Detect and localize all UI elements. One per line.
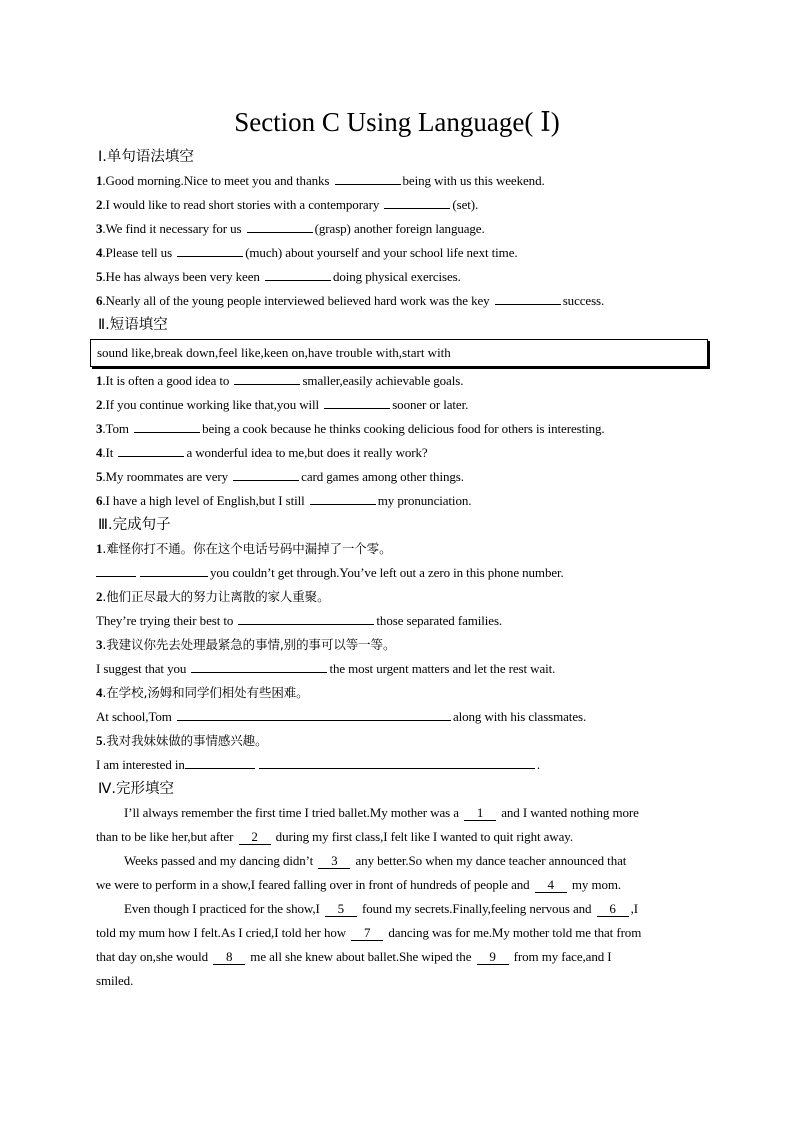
chinese-text: .我对我妹妹做的事情感兴趣。 <box>102 733 268 748</box>
answer-blank[interactable] <box>384 196 450 209</box>
answer-blank[interactable] <box>118 444 184 457</box>
question-line <box>96 267 461 287</box>
cloze-blank[interactable]: 3 <box>318 854 350 869</box>
passage-line <box>124 851 626 871</box>
question-text: being with us this weekend. <box>402 173 545 188</box>
question-number: 5 <box>96 733 103 748</box>
passage-text: told my mum how I felt.As I cried,I told her how <box>96 925 350 940</box>
question-number: 3 <box>96 221 103 236</box>
chinese-prompt <box>96 539 391 559</box>
question-text: .Good morning.Nice to meet you and thanks <box>102 173 333 188</box>
section-heading-phrases: Ⅱ.短语填空 <box>98 317 168 333</box>
question-number: 6 <box>96 493 103 508</box>
question-text: .He has always been very keen <box>102 269 263 284</box>
answer-blank[interactable] <box>310 492 376 505</box>
question-number: 1 <box>96 373 103 388</box>
cloze-blank[interactable]: 6 <box>597 902 629 917</box>
question-line <box>96 195 478 215</box>
question-line <box>96 443 428 463</box>
answer-line <box>96 563 564 583</box>
question-text: .We find it necessary for us <box>102 221 245 236</box>
answer-line <box>96 611 502 631</box>
question-line <box>96 419 605 439</box>
question-number: 4 <box>96 685 103 700</box>
question-text: smaller,easily achievable goals. <box>302 373 464 388</box>
question-text: (set). <box>452 197 479 212</box>
question-text: .My roommates are very <box>102 469 232 484</box>
question-number: 2 <box>96 589 103 604</box>
section-heading-grammar: Ⅰ.单句语法填空 <box>98 149 194 165</box>
answer-blank[interactable] <box>247 220 313 233</box>
question-text: my pronunciation. <box>377 493 472 508</box>
passage-line <box>96 923 641 943</box>
sentence-text: along with his classmates. <box>452 709 587 724</box>
answer-line <box>96 755 540 775</box>
passage-text: we were to perform in a show,I feared falling over in front of hundreds of people and <box>96 877 533 892</box>
question-text: .If you continue working like that,you will <box>102 397 323 412</box>
question-number: 1 <box>96 173 103 188</box>
passage-text: and I wanted nothing more <box>498 805 639 820</box>
sentence-text: those separated families. <box>376 613 503 628</box>
question-line <box>96 395 468 415</box>
chinese-text: .难怪你打不通。你在这个电话号码中漏掉了一个零。 <box>102 541 392 556</box>
chinese-text: .在学校,汤姆和同学们相处有些困难。 <box>102 685 309 700</box>
section-heading-cloze: Ⅳ.完形填空 <box>98 781 174 797</box>
question-number: 5 <box>96 269 103 284</box>
passage-text: smiled. <box>96 973 134 988</box>
passage-line <box>96 875 621 895</box>
passage-text: any better.So when my dance teacher announced that <box>352 853 627 868</box>
question-text: .I would like to read short stories with a contemporary <box>102 197 383 212</box>
passage-line <box>96 827 573 847</box>
chinese-prompt <box>96 731 267 751</box>
question-text: success. <box>562 293 605 308</box>
question-number: 5 <box>96 469 103 484</box>
passage-line <box>124 803 639 823</box>
answer-blank[interactable] <box>185 756 255 769</box>
sentence-text: you couldn’t get through.You’ve left out a zero in this phone number. <box>210 565 564 580</box>
question-line <box>96 219 485 239</box>
phrase-bank-box <box>90 339 708 367</box>
question-text: sooner or later. <box>392 397 469 412</box>
answer-line <box>96 659 555 679</box>
passage-line <box>124 899 638 919</box>
question-text: (grasp) another foreign language. <box>314 221 485 236</box>
question-line <box>96 467 464 487</box>
answer-line <box>96 707 586 727</box>
question-text: a wonderful idea to me,but does it really work? <box>186 445 428 460</box>
question-text: .Please tell us <box>102 245 176 260</box>
passage-text: found my secrets.Finally,feeling nervous and <box>358 901 595 916</box>
question-number: 2 <box>96 397 103 412</box>
sentence-text: They’re trying their best to <box>96 613 237 628</box>
passage-text: from my face,and I <box>510 949 612 964</box>
answer-blank[interactable] <box>140 564 208 577</box>
sentence-text: the most urgent matters and let the rest wait. <box>329 661 556 676</box>
answer-blank[interactable] <box>233 468 299 481</box>
answer-blank[interactable] <box>335 172 401 185</box>
passage-text: Weeks passed and my dancing didn’t <box>124 853 317 868</box>
question-number: 2 <box>96 197 103 212</box>
sentence-text: I suggest that you <box>96 661 190 676</box>
cloze-blank[interactable]: 5 <box>325 902 357 917</box>
question-number: 1 <box>96 541 103 556</box>
question-number: 4 <box>96 245 103 260</box>
question-number: 3 <box>96 637 103 652</box>
answer-blank[interactable] <box>238 612 374 625</box>
cloze-blank[interactable]: 9 <box>477 950 509 965</box>
question-line <box>96 291 604 311</box>
chinese-prompt <box>96 635 395 655</box>
sentence-text: At school,Tom <box>96 709 175 724</box>
passage-line <box>96 947 612 967</box>
question-line <box>96 243 518 263</box>
answer-blank[interactable] <box>259 756 535 769</box>
sentence-text: I am interested in <box>96 757 185 772</box>
cloze-blank[interactable]: 4 <box>535 878 567 893</box>
passage-text: dancing was for me.My mother told me that from <box>385 925 642 940</box>
answer-blank[interactable] <box>177 244 243 257</box>
question-text: card games among other things. <box>301 469 464 484</box>
answer-blank[interactable] <box>96 564 136 577</box>
passage-text: during my first class,I felt like I wanted to quit right away. <box>272 829 573 844</box>
passage-text: I’ll always remember the first time I tried ballet.My mother was a <box>124 805 463 820</box>
question-number: 3 <box>96 421 103 436</box>
answer-blank[interactable] <box>324 396 390 409</box>
question-text: being a cook because he thinks cooking delicious food for others is interesting. <box>202 421 605 436</box>
passage-text: that day on,she would <box>96 949 212 964</box>
question-text: .I have a high level of English,but I still <box>102 493 308 508</box>
question-text: .It is often a good idea to <box>102 373 233 388</box>
passage-line <box>96 971 133 991</box>
chinese-text: .我建议你先去处理最紧急的事情,别的事可以等一等。 <box>102 637 396 652</box>
cloze-blank[interactable]: 2 <box>239 830 271 845</box>
answer-blank[interactable] <box>234 372 300 385</box>
passage-text: than to be like her,but after <box>96 829 237 844</box>
passage-text: me all she knew about ballet.She wiped the <box>247 949 475 964</box>
section-heading-complete-sentences: Ⅲ.完成句子 <box>98 517 171 533</box>
chinese-prompt <box>96 683 309 703</box>
answer-blank[interactable] <box>191 660 327 673</box>
answer-blank[interactable] <box>134 420 200 433</box>
chinese-prompt <box>96 587 329 607</box>
question-text: .Tom <box>102 421 133 436</box>
phrase-bank-text: sound like,break down,feel like,keen on,have trouble with,start with <box>97 345 451 360</box>
question-number: 4 <box>96 445 103 460</box>
question-text: .It <box>102 445 117 460</box>
passage-text: ,I <box>630 901 638 916</box>
chinese-text: .他们正尽最大的努力让离散的家人重聚。 <box>102 589 330 604</box>
cloze-blank[interactable]: 7 <box>351 926 383 941</box>
cloze-blank[interactable]: 1 <box>464 806 496 821</box>
sentence-text: . <box>536 757 540 772</box>
answer-blank[interactable] <box>495 292 561 305</box>
passage-text: my mom. <box>568 877 622 892</box>
page-title: Section C Using Language( Ⅰ) <box>234 107 560 137</box>
question-text: doing physical exercises. <box>332 269 461 284</box>
question-line <box>96 171 545 191</box>
question-line <box>96 491 471 511</box>
passage-text: Even though I practiced for the show,I <box>124 901 323 916</box>
question-text: .Nearly all of the young people interviewed believed hard work was the key <box>102 293 493 308</box>
question-number: 6 <box>96 293 103 308</box>
answer-blank[interactable] <box>265 268 331 281</box>
question-text: (much) about yourself and your school life next time. <box>245 245 518 260</box>
answer-blank[interactable] <box>177 708 451 721</box>
cloze-blank[interactable]: 8 <box>213 950 245 965</box>
question-line <box>96 371 463 391</box>
